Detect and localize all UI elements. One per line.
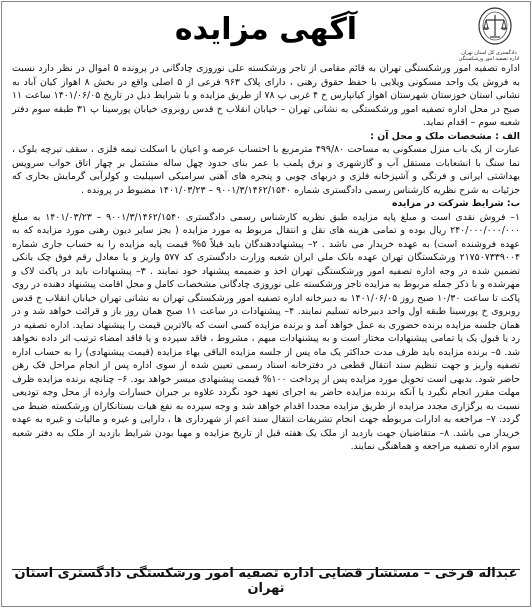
notice-title: آگهی مزایده xyxy=(174,12,358,47)
intro-paragraph: اداره تصفیه امور ورشکستگی تهران به قائم مقامی از تاجر ورشکسته علی نوروزی چادگانی در پرونده ۵ اموال در نظر دارد نسبت به فروش یک واحد مسکونی ویلایی با حفظ حقوق رهنی ، دارای پلاک ۹۶۳ فرعی از ۵ اصلی واقع در بخش ۸ اهواز کیان آباد به نشانی استان خوزستان شهرستان اهواز کیانپارس خ ۴ غربی پ ۷۸ از طریق مزایده و با شرایط ذیل در تاریخ ۱۴۰۱/۰۶/۰۵ ساعت ۱۱ صبح در محل اداره تصفیه امور ورشکستگی به نشانی تهران – خیابان انقلاب خ قدس روبروی خیابان پورسینا پ ۳۱ طبقه سوم دفتر شعبه سوم – اقدام نماید. xyxy=(12,63,520,128)
emblem-caption-line2: اداره تصفیه امور ورشکستگی xyxy=(458,56,520,62)
section-a-title: الف : مشخصات ملک و محل آن : xyxy=(370,130,520,142)
section-a-text: عبارت از یک باب منزل مسکونی به مساحت ۴۹۹/۸۰ مترمربع با احتساب عرصه و اعیان با اسکلت نیمه فلزی ، سقف تیرچه بلوک ، نما سنگ با انشعابات مستقل آب و گازشهری و برق پلمب با عمر بنای حدود چهل ساله مشتمل بر چهار اتاق خواب سرویس بهداشتی ایرانی و فرنگی و آشپزخانه فلزی و دربهای چوبی و پنجره های آهنی سرامیکی اسپیلیت و کولرآبی گرمایش بخاری که جزئیات به شرح نظریه کارشناس رسمی دادگستری شماره ۹۰۰۱/۳/۱۴۶۲/۱۵۴۰ – ۱۴۰۱/۰۳/۲۳ مضبوط در پرونده . xyxy=(12,144,520,196)
judiciary-emblem-icon xyxy=(458,6,524,62)
notice-header xyxy=(2,2,530,60)
section-b-title: ب: شرایط شرکت در مزایده xyxy=(391,198,520,209)
notice-body xyxy=(12,62,520,562)
notice-page xyxy=(1,1,531,607)
signature-footer: عبداله فرخی – مستشار قضایی اداره تصفیه امور ورشکستگی دادگستری استان تهران xyxy=(14,566,518,596)
emblem-caption-line1: دادگستری کل استان تهران xyxy=(461,50,517,56)
section-b-text: ۱– فروش نقدی است و مبلغ پایه مزایده طبق نظریه کارشناس رسمی دادگستری ۹۰۰۱/۳/۱۴۶۲/۱۵۴۰ – ۱۴۰۱/۰۳/۲۳ به مبلغ ۲۴۰/۰۰۰/۰۰۰/۰۰۰ ریال بوده و تمامی هزینه های نقل و انتقال مربوط به مورد مزایده ( بجز سایر دیون رهنی مورد مزایده که به عهده فروشنده است) به عهده خریدار می باشد . ۲– پیشنهاددهندگان باید قبلاً ۵% قیمت پایه مزایده را به حساب جاری شماره ۲۱۷۵۰۷۳۳۹۰۰۴ ورشکستگان تهران عهده بانک ملی ایران شعبه وزارت دادگستری کد ۵۷۷ واریز و یا معادل رقم فوق چک بانکی تضمین شده در وجه اداره تصفیه امور ورشکستگی تهران اخذ و ضمیمه پیشنهاد خود نمایند . ۳– پیشنهادات باید در پاکت لاک و مهرشده و با ذکر جمله مربوط به مزایده تاجر ورشکسته علی نوروزی چادگانی مشخصات کامل و محل اقامت پیشنهاد دهنده در روی پاکت تا ساعت ۱۰/۳۰ صبح روز ۱۴۰۱/۰۶/۰۵ به دبیرخانه اداره تصفیه امور ورشکستگی تهران به نشانی تهران خیابان انقلاب خ قدس روبروی خ پورسینا طبقه اول واحد دبیرخانه تسلیم نمایند. ۴– پیشنهادات در ساعت ۱۱ صبح همان روز باز و قرائت خواهد شد و در همان جلسه مزایده برنده حضوری به عمل خواهد آمد و برنده مزایده کسی است که بالاترین قیمت را پیشنهاد نماید. اداره تصفیه در رد یا قبول یک یا تمامی پیشنهادات مختار است و به پیشنهادات مبهم ، مشروط ، فاقد سپرده و یا فاقد امضاء ترتیب اثر داده نخواهد شد. ۵– برنده مزایده باید ظرف مدت حداکثر یک ماه پس از جلسه مزایده الباقی بهاء مزایده (قیمت پیشنهادی) را به حساب اداره تصفیه واریز و جهت تنظیم سند انتقال قطعی در دفترخانه اسناد رسمی تعیین شده از سوی اداره پس از انجام مراحل فک رهن حاضر شود. بدیهی است تحویل مورد مزایده پس از پرداخت ۱۰۰% قیمت پیشنهادی میسر خواهد بود. ۶– چنانچه برنده مزایده ظرف مهلت مقرر انجام نگیرد یا آنکه برنده مزایده حاضر به اجرای تعهد خود نگردد علاوه بر جبران خسارات وارده از محل وجه تودیعی نسبت به برگزاری مجدد مزایده از طریق مزایده مجددا اقدام خواهد شد و وجه سپرده به نفع هیات بستانکاران ورشکسته ضبط می گردد. ۷– مراجعه به ادارات مربوطه جهت انجام تشریفات انتقال سند اعم از شهرداری ها ، دارایی و غیره و مالیات و غیره به عهده خریدار می باشد. ۸– متقاضیان جهت بازدید از ملک یک هفته قبل از تاریخ مزایده و مهیا بودن شرایط بازدید از ملک به دفتر شعبه سوم اداره تصفیه مراجعه و هماهنگی نمایند. xyxy=(12,211,521,452)
emblem-caption xyxy=(456,50,522,62)
